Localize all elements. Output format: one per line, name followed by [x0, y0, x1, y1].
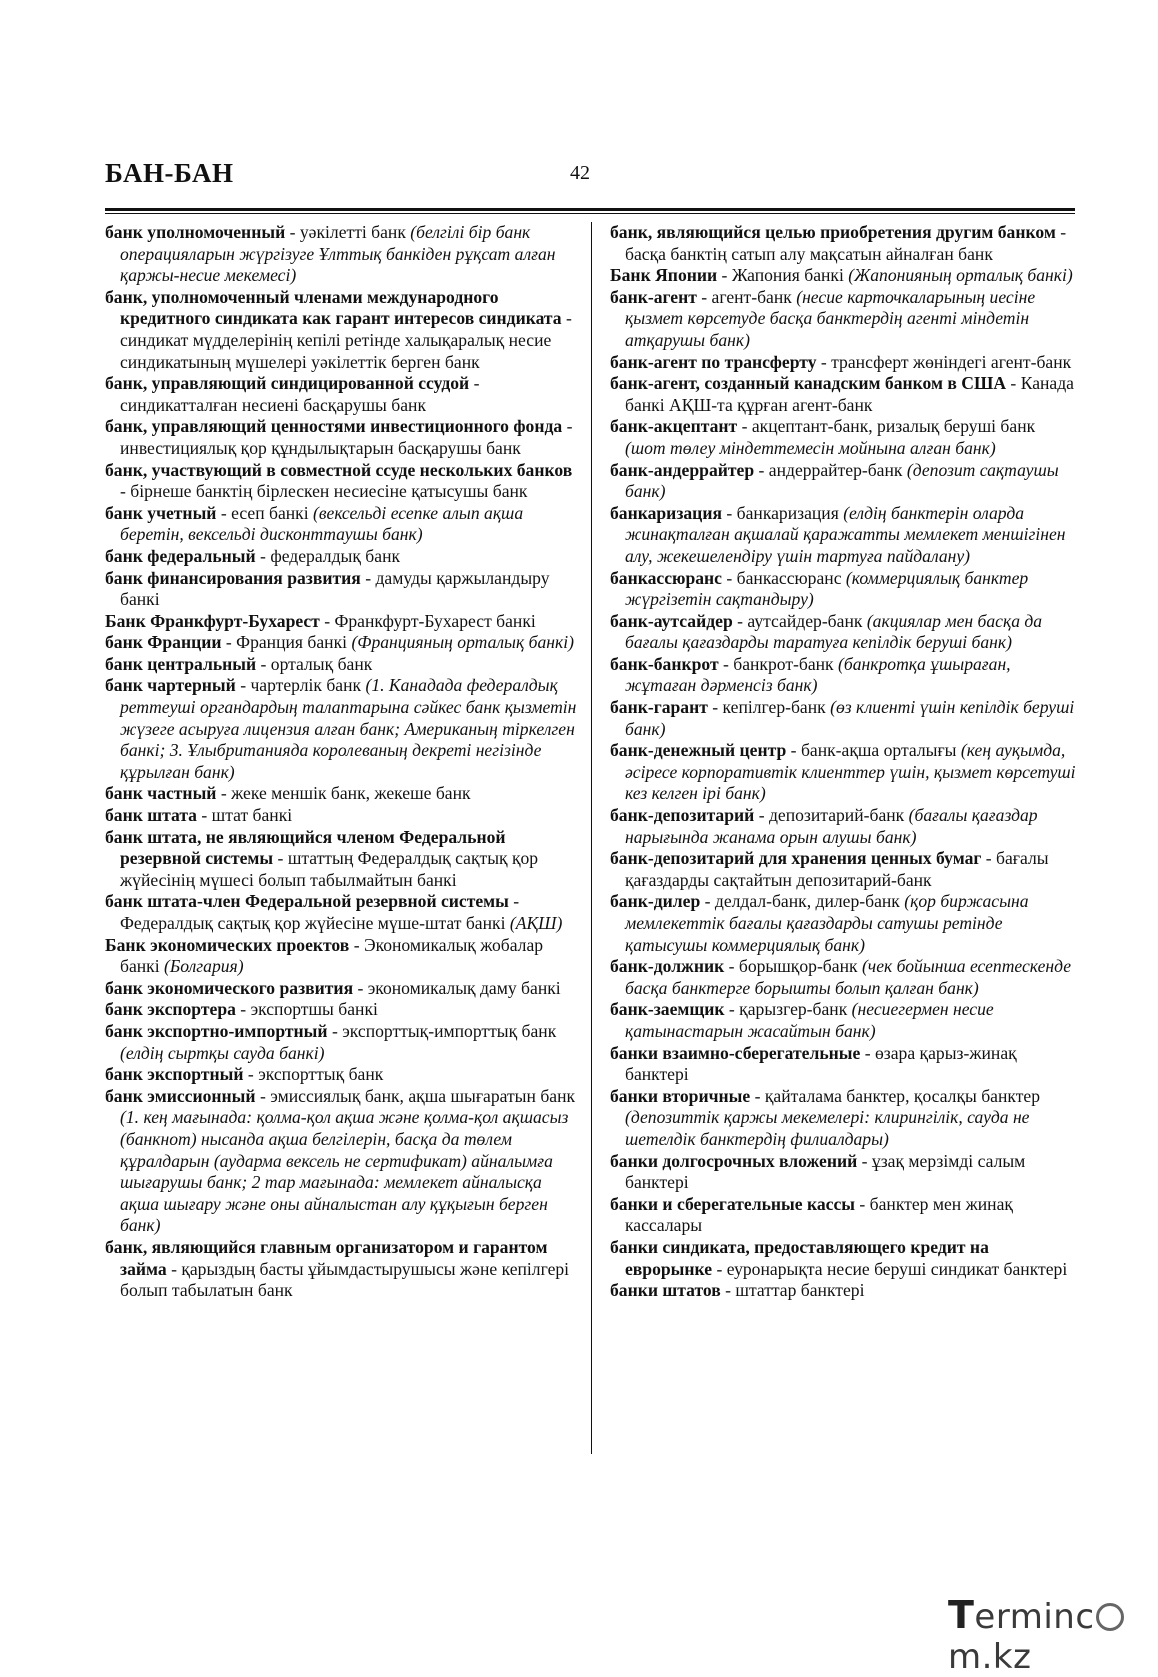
entry-definition: штаттың Федералдық сақтық қор жүйесінің мүшесі болып табылмайтын банкі [120, 848, 539, 890]
entry-separator: - [221, 632, 237, 653]
entry-term: Банк Франкфурт-Бухарест [105, 610, 320, 631]
entry-definition: Франкфурт-Бухарест банкі [334, 610, 536, 631]
entry-definition: басқа банктің сатып алу мақсатын айналған банк [625, 243, 993, 264]
entry-separator: - [327, 1020, 343, 1041]
dictionary-entry [105, 611, 579, 633]
entry-note: (Жапонияның орталық банкі) [848, 265, 1073, 286]
entry-separator: - [1006, 373, 1021, 394]
entry-separator: - [717, 265, 732, 286]
entry-definition: федералдық банк [270, 545, 401, 566]
entry-definition: штаттар банктері [735, 1280, 865, 1301]
dictionary-entry [610, 805, 1076, 848]
entry-definition: акцептант-банк, ризалық беруші банк [751, 416, 1036, 437]
entry-term: банк-депозитарий [610, 805, 755, 826]
dictionary-entry [610, 1086, 1076, 1151]
entry-term: банк, являющийся главным организатором и гарантом займа [105, 1236, 548, 1279]
page-number: 42 [570, 162, 590, 184]
dictionary-entry [105, 1021, 579, 1064]
dictionary-entry [610, 460, 1076, 503]
entry-definition: банк-ақша орталығы [800, 740, 961, 761]
dictionary-entry [610, 1043, 1076, 1086]
entry-note: (1. кең мағынада: қолма-қол ақша және қолма-қол ақшасыз (банкнот) нысанда ақша белгілерін, басқа да төлем құралдарын (аударма вексель не сертификат) айналымға шығарушы банк; 2 тар мағынада: мемлекет айналысқа ақша шығару және оны айналыстан алу құқығын берген банк) [120, 1107, 569, 1236]
entry-separator: - [724, 956, 739, 977]
entry-definition: чартерлік банк [250, 675, 366, 696]
entry-separator: - [273, 848, 288, 869]
entry-definition: банкрот-банк [733, 653, 839, 674]
entry-term: банкассюранс [610, 567, 722, 588]
entry-definition: қарызгер-банк [739, 999, 852, 1020]
entry-separator: - [285, 222, 300, 242]
dictionary-entry [105, 1064, 579, 1086]
entry-definition: андеррайтер-банк [768, 459, 907, 480]
entry-note: (елдің сыртқы сауда банкі) [120, 1042, 325, 1063]
entry-separator: - [816, 351, 832, 372]
entry-note: (акциялар мен басқа да бағалы қағаздарды таратуға кепілдік беруші банк) [625, 610, 1043, 653]
entry-note: (несие карточкаларының иесіне қызмет көрсетуде басқа банктердің агенті міндетін атқарушы банк) [625, 286, 1036, 350]
entry-term: банк-банкрот [610, 653, 719, 674]
dictionary-entry [610, 956, 1076, 999]
entry-term: банк-аутсайдер [610, 610, 733, 631]
entry-term: банк штата, не являющийся членом Федеральной резервной системы [105, 826, 506, 869]
entry-term: банк-агент, созданный канадским банком в США [610, 373, 1007, 394]
header-rule [105, 208, 1075, 211]
entry-note: (банкротқа ұшыраған, жұтаған дәрменсіз банк) [625, 653, 1011, 696]
entry-definition: борышқор-банк [738, 956, 862, 977]
entry-term: банк, участвующий в совместной ссуде нескольких банков [105, 459, 573, 480]
page-header-title: БАН-БАН [105, 158, 234, 188]
dictionary-entry [610, 568, 1076, 611]
entry-separator: - [235, 999, 251, 1020]
entry-term: банки долгосрочных вложений [610, 1150, 858, 1171]
dictionary-entry [610, 999, 1076, 1042]
entry-definition: есеп банкі [231, 502, 314, 523]
entry-definition: синдикат мүдделерінің кепілі ретінде халықаралық несие синдикатының мүшелері уәкілеттік берген банк [120, 329, 552, 372]
entry-definition: делдал-банк, дилер-банк [714, 891, 905, 912]
dictionary-entry [105, 1086, 579, 1237]
entry-separator: - [120, 481, 131, 502]
entry-term: банк-депозитарий для хранения ценных бумаг [610, 848, 982, 869]
globe-icon [1096, 1603, 1124, 1631]
entry-term: банки вторичные [610, 1085, 751, 1106]
entry-term: банк-денежный центр [610, 740, 787, 761]
entry-separator: - [360, 567, 376, 588]
dictionary-entry [105, 827, 579, 892]
entry-separator: - [737, 416, 752, 437]
dictionary-entry [105, 675, 579, 783]
dictionary-entry [610, 373, 1076, 416]
entry-note: (чек бойынша есептескенде басқа банктерге борышты болып қалған банк) [625, 956, 1072, 998]
entry-term: банк учетный [105, 502, 217, 523]
entry-note: (АҚШ) [509, 913, 563, 933]
dictionary-entry [610, 740, 1076, 805]
entry-separator: - [722, 567, 737, 588]
right-column [610, 222, 1076, 1302]
entry-term: банк штата-член Федеральной резервной системы [105, 891, 509, 912]
entry-definition: Канада банкі АҚШ-та құрған агент-банк [625, 373, 1074, 415]
entry-separator: - [469, 373, 480, 394]
entry-term: банк экспортный [105, 1064, 244, 1085]
termincom-watermark: Termincm.kz [948, 1593, 1158, 1677]
entry-note: (Болгария) [164, 956, 244, 977]
entry-separator: - [216, 783, 232, 804]
entry-separator: - [718, 653, 734, 674]
entry-term: банк штата [105, 805, 197, 826]
dictionary-entry [105, 654, 579, 676]
entry-separator: - [786, 740, 801, 761]
entry-separator: - [216, 502, 232, 523]
entry-definition: Жапония банкі [731, 265, 849, 286]
entry-term: банк эмиссионный [105, 1085, 256, 1106]
entry-definition: өзара қарыз-жинақ банктері [625, 1042, 1017, 1085]
dictionary-entry [610, 265, 1076, 287]
dictionary-entry [610, 611, 1076, 654]
entry-separator: - [255, 545, 271, 566]
entry-term: банк Франции [105, 632, 222, 653]
entry-term: банк-агент по трансферту [610, 351, 817, 372]
dictionary-entry [105, 999, 579, 1021]
entry-note: (1. Канадада федералдық реттеуші органдардың талаптарына сәйкес банк қызметін жүзеге асыруға лицензия алған банк; Американың тіркелген банкі; 3. Ұлыбританияда королеваның декреті негізінде құрылған банк) [120, 675, 577, 782]
entry-note: (депозит сақтаушы банк) [625, 459, 1059, 502]
entry-term: банк частный [105, 783, 217, 804]
entry-definition: Федералдық сақтық қор жүйесіне мүше-штат банкі [120, 913, 510, 933]
entry-separator: - [1055, 222, 1067, 242]
entry-definition: банктер мен жинақ кассалары [625, 1193, 1013, 1236]
dictionary-entry [105, 503, 579, 546]
entry-separator: - [696, 286, 712, 307]
header-rule-thin [105, 213, 1075, 214]
entry-note: (қор биржасына мемлекеттік бағалы қағаздарды сатушы ретінде қатысушы коммерциялық банк) [625, 891, 1029, 955]
entry-note: (шот төлеу міндеттемесін мойнына алған банк) [625, 437, 996, 458]
entry-definition: экспорттық-импорттық банк [342, 1020, 557, 1041]
entry-definition: банкаризация [736, 502, 844, 523]
dictionary-entry [105, 783, 579, 805]
entry-term: банки штатов [610, 1280, 721, 1301]
dictionary-entry [105, 891, 579, 934]
entry-separator: - [754, 459, 769, 480]
entry-definition: орталық банк [270, 653, 373, 674]
entry-separator: - [349, 934, 364, 955]
entry-note: (несиегермен несие қатынастарын жасайтын банк) [625, 999, 994, 1041]
entry-separator: - [732, 610, 748, 631]
dictionary-entry [105, 546, 579, 568]
entry-separator: - [860, 1042, 875, 1063]
entry-separator: - [353, 977, 368, 998]
dictionary-entry [610, 416, 1076, 459]
entry-separator: - [721, 502, 737, 523]
entry-note: (Францияның орталық банкі) [351, 632, 574, 653]
dictionary-entry [610, 654, 1076, 697]
entry-definition: Франция банкі [236, 632, 352, 653]
entry-term: банк-должник [610, 956, 725, 977]
entry-term: банкаризация [610, 502, 722, 523]
entry-definition: инвестициялық қор құндылықтарын басқарушы банк [120, 437, 521, 458]
entry-separator: - [561, 308, 572, 329]
entry-definition: уәкілетті банк [299, 222, 411, 242]
entry-separator: - [255, 1085, 271, 1106]
dictionary-entry [105, 568, 579, 611]
entry-term: Банк экономических проектов [105, 934, 350, 955]
entry-definition: дамуды қаржыландыру банкі [120, 567, 550, 610]
entry-definition: қайталама банктер, қосалқы банктер [764, 1085, 1040, 1106]
entry-separator: - [256, 653, 271, 674]
entry-separator: - [508, 891, 520, 912]
entry-term: банк уполномоченный [105, 222, 286, 242]
dictionary-entry [105, 373, 579, 416]
entry-definition: қарыздың басты ұйымдастырушысы және кепілгері болып табылатын банк [120, 1258, 570, 1301]
dictionary-entry [105, 935, 579, 978]
entry-definition: агент-банк [711, 286, 797, 307]
entry-definition: депозитарий-банк [768, 805, 909, 826]
entry-term: банки синдиката, предоставляющего кредит на еврорынке [610, 1236, 989, 1279]
dictionary-entry [610, 222, 1076, 265]
entry-term: банк экспортера [105, 999, 236, 1020]
entry-definition: бірнеше банктің бірлескен несиесіне қатысушы банк [130, 481, 528, 502]
entry-term: банки и сберегательные кассы [610, 1193, 855, 1214]
entry-note: (коммерциялық банктер жүргізетін сақтандыру) [625, 567, 1029, 610]
dictionary-entry [105, 978, 579, 1000]
entry-term: банк, управляющий синдицированной ссудой [105, 373, 470, 394]
entry-separator: - [712, 1258, 727, 1279]
entry-definition: ұзақ мерзімді салым банктері [625, 1150, 1026, 1193]
entry-term: банк экспортно-импортный [105, 1020, 328, 1041]
entry-note: (депозиттік қаржы мекемелері: клирингілік, сауда не шетелдік банктердің филиалдары) [625, 1107, 1030, 1149]
entry-separator: - [700, 891, 715, 912]
entry-term: банк-акцептант [610, 416, 738, 437]
dictionary-entry [105, 416, 579, 459]
entry-definition: экономикалық даму банкі [367, 977, 561, 998]
entry-separator: - [562, 416, 573, 437]
dictionary-entry [610, 697, 1076, 740]
entry-term: банк, уполномоченный членами международного кредитного синдиката как гарант интересов синдиката [105, 286, 562, 329]
entry-separator: - [235, 675, 251, 696]
entry-term: банк-заемщик [610, 999, 725, 1020]
entry-definition: экспортшы банкі [250, 999, 378, 1020]
left-column [105, 222, 579, 1302]
dictionary-entry [610, 848, 1076, 891]
dictionary-entry [105, 632, 579, 654]
entry-separator: - [750, 1085, 765, 1106]
dictionary-entry [610, 287, 1076, 352]
entry-term: банк, являющийся целью приобретения другим банком [610, 222, 1056, 242]
entry-definition: эмиссиялық банк, ақша шығаратын банк [270, 1085, 576, 1106]
entry-separator: - [720, 1280, 736, 1301]
entry-definition: штат банкі [211, 805, 293, 826]
entry-definition: кепілгер-банк [722, 697, 831, 718]
entry-term: банк федеральный [105, 545, 256, 566]
entry-definition: аутсайдер-банк [747, 610, 867, 631]
entry-separator: - [243, 1064, 259, 1085]
entry-separator: - [754, 805, 769, 826]
dictionary-entry [610, 352, 1076, 374]
entry-definition: трансферт жөніндегі агент-банк [831, 351, 1072, 372]
entry-term: банки взаимно-сберегательные [610, 1042, 861, 1063]
dictionary-entry [610, 1194, 1076, 1237]
entry-term: банк, управляющий ценностями инвестиционного фонда [105, 416, 563, 437]
entry-definition: жеке меншік банк, жекеше банк [231, 783, 471, 804]
entry-note: (елдің банктерін оларда жинақталған ақшалай қаражатты мемлекет меншігінен алу, жекешелендіру үшін тартуға пайдалану) [625, 502, 1066, 566]
dictionary-entry [610, 891, 1076, 956]
entry-term: банк экономического развития [105, 977, 354, 998]
entry-note: (өз клиенті үшін кепілдік беруші банк) [625, 697, 1075, 739]
entry-separator: - [319, 610, 335, 631]
dictionary-entry [105, 805, 579, 827]
entry-definition: банкассюранс [736, 567, 846, 588]
entry-separator: - [724, 999, 740, 1020]
entry-term: банк-агент [610, 286, 697, 307]
entry-definition: еуронарықта несие беруші синдикат банктері [726, 1258, 1068, 1279]
column-divider [591, 222, 592, 1454]
entry-term: банк-гарант [610, 697, 708, 718]
entry-note: (кең ауқымда, әсіресе корпоративтік клиенттер үшін, қызмет көрсетуші кез келген ірі банк) [625, 740, 1076, 804]
entry-note: (бағалы қағаздар нарығында жанама орын алушы банк) [625, 805, 1038, 847]
entry-term: банк чартерный [105, 675, 236, 696]
dictionary-entry [610, 1151, 1076, 1194]
entry-definition: Экономикалық жобалар банкі [120, 934, 544, 977]
entry-term: банк-андеррайтер [610, 459, 755, 480]
dictionary-entry [610, 1237, 1076, 1280]
entry-separator: - [196, 805, 212, 826]
entry-definition: синдикатталған несиені басқарушы банк [120, 394, 426, 415]
entry-separator: - [857, 1150, 872, 1171]
dictionary-entry [610, 503, 1076, 568]
entry-separator: - [166, 1258, 182, 1279]
dictionary-entry [105, 460, 579, 503]
dictionary-entry [105, 287, 579, 373]
entry-term: банк финансирования развития [105, 567, 361, 588]
entry-definition: экспорттық банк [258, 1064, 384, 1085]
entry-term: Банк Японии [610, 265, 718, 286]
entry-term: банк-дилер [610, 891, 701, 912]
dictionary-entry [610, 1280, 1076, 1302]
entry-separator: - [707, 697, 723, 718]
entry-term: банк центральный [105, 653, 257, 674]
dictionary-entry [105, 1237, 579, 1302]
entry-note: (белгілі бір банк операцияларын жүргізуге Ұлттық банкіден рұқсат алған қаржы-несие мекемесі) [120, 222, 556, 286]
entry-note: (вексельді есепке алып ақша беретін, вексельді дисконттаушы банк) [120, 502, 524, 545]
entry-separator: - [981, 848, 997, 869]
dictionary-entry [105, 222, 579, 287]
entry-definition: бағалы қағаздарды сақтайтын депозитарий-банк [625, 848, 1049, 890]
entry-separator: - [855, 1193, 870, 1214]
